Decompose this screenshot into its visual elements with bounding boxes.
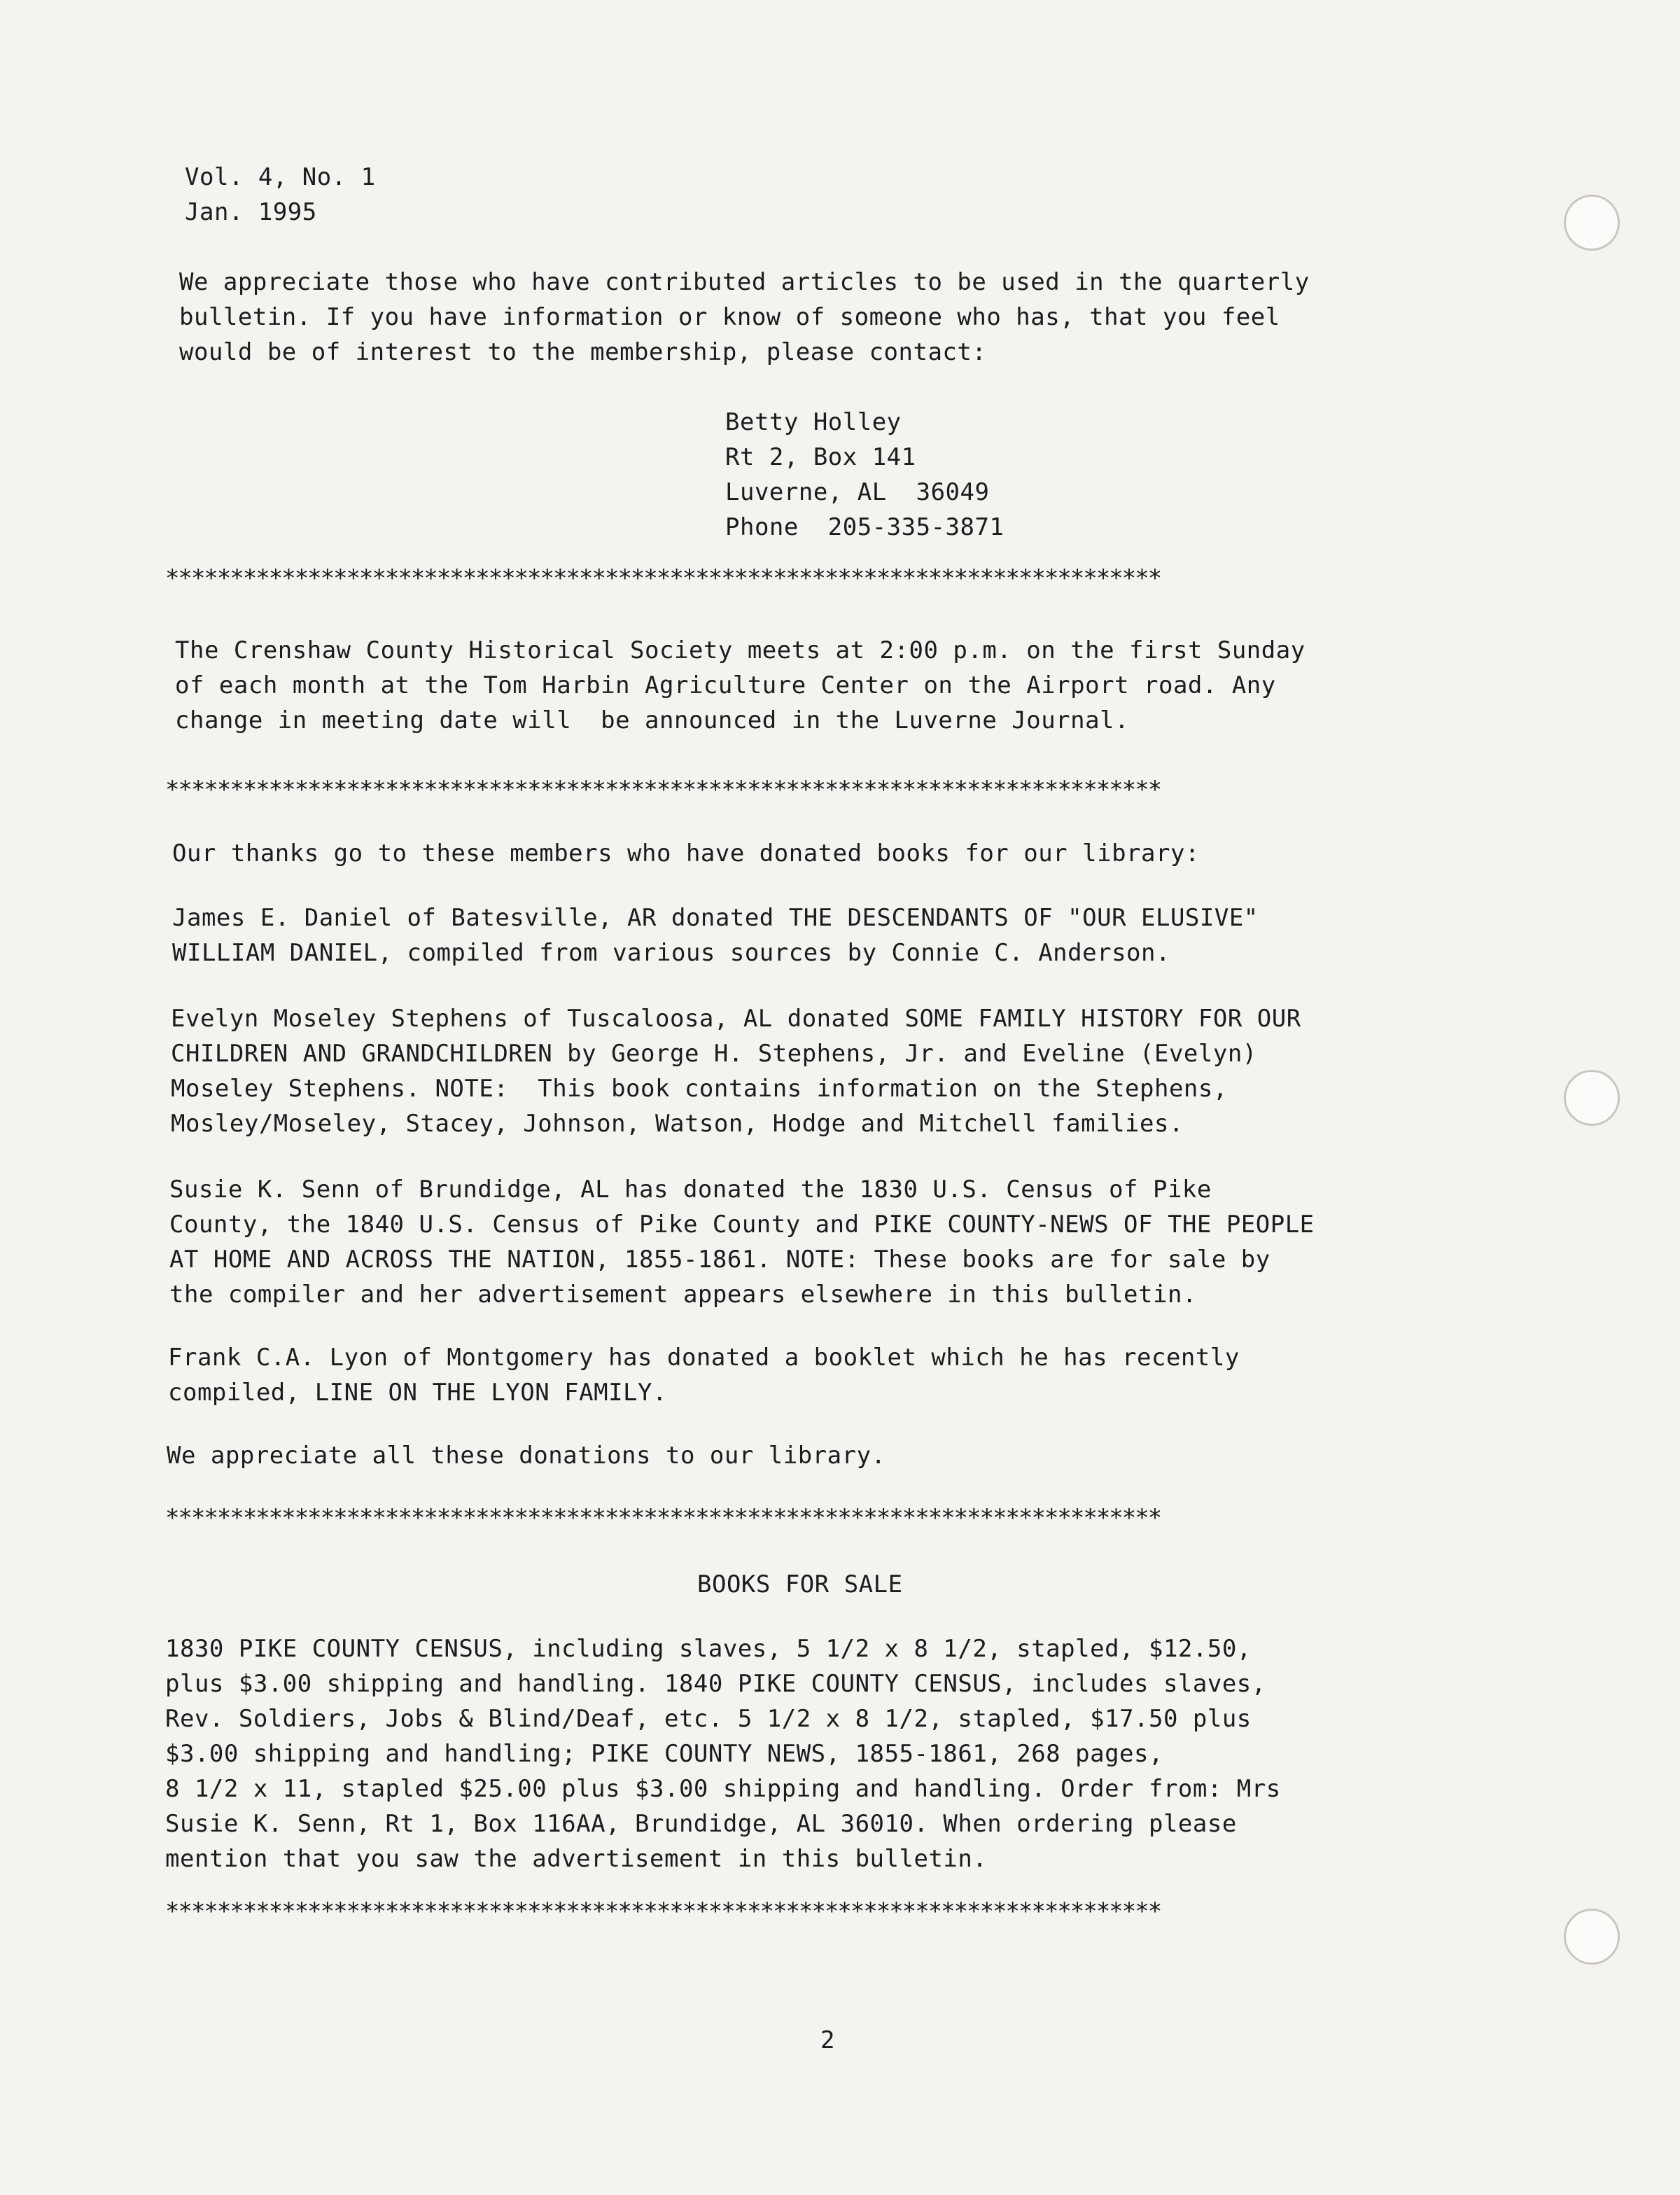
contact-city: Luverne, AL 36049	[725, 478, 990, 506]
contact-street: Rt 2, Box 141	[725, 443, 916, 471]
books-for-sale-heading	[697, 1567, 977, 1602]
notice-line: bulletin. If you have information or know of someone who has, that you feel	[179, 303, 1280, 331]
meeting-notice	[175, 633, 1484, 738]
contribution-notice	[179, 265, 1488, 370]
books-line: 8 1/2 x 11, stapled $25.00 plus $3.00 shipping and handling. Order from: Mrs	[165, 1775, 1281, 1803]
donation-line: AT HOME AND ACROSS THE NATION, 1855-1861. NOTE: These books are for sale by	[169, 1246, 1270, 1274]
donation-line: Susie K. Senn of Brundidge, AL has donated the 1830 U.S. Census of Pike	[169, 1176, 1212, 1204]
meeting-line: The Crenshaw County Historical Society meets at 2:00 p.m. on the first Sunday	[175, 636, 1306, 664]
donation-line: Mosley/Moseley, Stacey, Johnson, Watson, Hodge and Mitchell families.	[171, 1110, 1184, 1138]
donation-line: County, the 1840 U.S. Census of Pike County and PIKE COUNTY-NEWS OF THE PEOPLE	[169, 1211, 1315, 1239]
separator-line: *****************************************************************************	[165, 776, 1161, 804]
books-line: Susie K. Senn, Rt 1, Box 116AA, Brundidge, AL 36010. When ordering please	[165, 1810, 1237, 1838]
donations-intro	[172, 836, 1481, 871]
binder-hole-top	[1564, 195, 1620, 251]
books-for-sale-listing	[165, 1631, 1474, 1876]
volume-number: Vol. 4, No. 1	[185, 163, 376, 191]
books-heading-text: BOOKS FOR SALE	[697, 1570, 903, 1598]
binder-hole-middle	[1564, 1070, 1620, 1126]
notice-line: would be of interest to the membership, please contact:	[179, 338, 987, 366]
books-line: Rev. Soldiers, Jobs & Blind/Deaf, etc. 5 1/2 x 8 1/2, stapled, $17.50 plus	[165, 1705, 1252, 1733]
donation-line: Moseley Stephens. NOTE: This book contains information on the Stephens,	[171, 1075, 1228, 1103]
issue-header	[185, 160, 1494, 230]
books-line: plus $3.00 shipping and handling. 1840 PIKE COUNTY CENSUS, includes slaves,	[165, 1670, 1266, 1698]
donations-closing-text: We appreciate all these donations to our library.	[167, 1442, 886, 1470]
donation-line: Evelyn Moseley Stephens of Tuscaloosa, AL donated SOME FAMILY HISTORY FOR OUR	[171, 1005, 1301, 1033]
donation-entry-daniel	[172, 900, 1481, 970]
donation-line: Frank C.A. Lyon of Montgomery has donated a booklet which he has recently	[168, 1344, 1240, 1372]
contact-address	[725, 405, 1145, 545]
books-line: 1830 PIKE COUNTY CENSUS, including slaves, 5 1/2 x 8 1/2, stapled, $12.50,	[165, 1635, 1252, 1663]
donation-entry-lyon	[168, 1340, 1477, 1410]
donation-line: the compiler and her advertisement appears elsewhere in this bulletin.	[169, 1281, 1197, 1309]
donation-line: compiled, LINE ON THE LYON FAMILY.	[168, 1379, 667, 1407]
donation-line: CHILDREN AND GRANDCHILDREN by George H. Stephens, Jr. and Eveline (Evelyn)	[171, 1040, 1257, 1068]
contact-phone: Phone 205-335-3871	[725, 513, 1004, 541]
donation-entry-senn	[169, 1172, 1478, 1312]
issue-date: Jan. 1995	[185, 198, 317, 226]
separator-line: *****************************************************************************	[165, 1504, 1161, 1532]
binder-hole-bottom	[1564, 1909, 1620, 1965]
books-line: mention that you saw the advertisement in this bulletin.	[165, 1845, 988, 1873]
books-line: $3.00 shipping and handling; PIKE COUNTY NEWS, 1855-1861, 268 pages,	[165, 1740, 1163, 1768]
separator-line: *****************************************************************************	[165, 564, 1161, 592]
meeting-line: of each month at the Tom Harbin Agriculture Center on the Airport road. Any	[175, 671, 1276, 699]
notice-line: We appreciate those who have contributed articles to be used in the quarterly	[179, 268, 1310, 296]
donations-intro-text: Our thanks go to these members who have donated books for our library:	[172, 839, 1200, 867]
page-number: 2	[820, 2026, 835, 2054]
contact-name: Betty Holley	[725, 408, 902, 436]
meeting-line: change in meeting date will be announced in the Luverne Journal.	[175, 706, 1130, 734]
donation-line: James E. Daniel of Batesville, AR donated THE DESCENDANTS OF "OUR ELUSIVE"	[172, 904, 1259, 932]
donation-entry-stephens	[171, 1001, 1480, 1141]
separator-line: *****************************************************************************	[165, 1897, 1161, 1925]
donation-line: WILLIAM DANIEL, compiled from various sources by Connie C. Anderson.	[172, 939, 1170, 967]
donations-closing	[167, 1438, 1476, 1473]
